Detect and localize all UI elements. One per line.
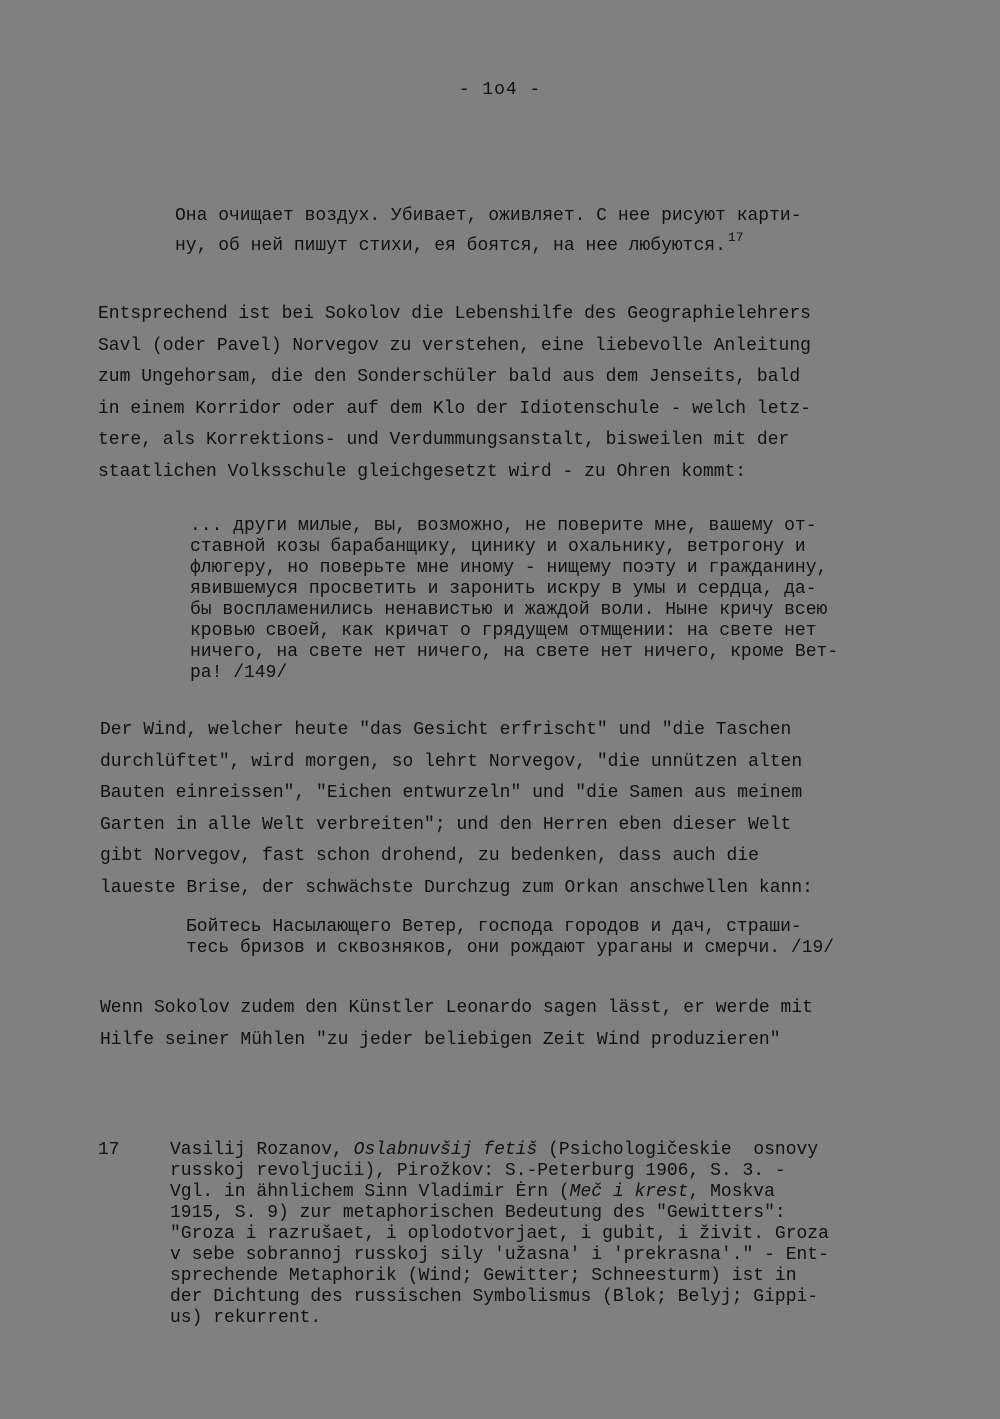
quote-line-with-ref [175,227,802,257]
quote-line: Бойтесь Насылающего Ветер, господа городов и дач, страши- [186,917,802,937]
quote-line: бы воспламенились ненавистью и жаждой воли. Ныне кричу всею [190,600,828,620]
block-quote-1 [175,206,802,257]
footnote-text: Vasilij Rozanov, [170,1140,354,1160]
paragraph-1 [98,299,811,489]
text-line: in einem Korridor oder auf dem Klo der Idiotenschule - welch letz- [98,398,811,419]
quote-line: ставной козы барабанщику, цинику и охальнику, ветрогону и [190,537,806,557]
text-line: tere, als Korrektions- und Verdummungsanstalt, bisweilen mit der [98,430,790,451]
text-line: zum Ungehorsam, die den Sonderschüler bald aus dem Jenseits, bald [98,367,801,388]
quote-line: тесь бризов и сквозняков, они рождают ураганы и смерчи. /19/ [186,938,835,958]
footnote [170,1140,829,1329]
quote-line: явившемуся просветить и заронить искру в умы и сердца, да- [190,579,817,599]
text-line: gibt Norvegov, fast schon drohend, zu bedenken, dass auch die [100,846,759,867]
block-quote-2 [190,516,838,684]
paragraph-2 [100,715,813,905]
quote-line: Она очищает воздух. Убивает, оживляет. С нее рисуют карти- [175,206,802,226]
text-line: staatlichen Volksschule gleichgesetzt wird - zu Ohren kommt: [98,461,747,482]
block-quote-3 [186,917,834,959]
footnote-line: "Groza i razrušaet, i oplodotvorjaet, i gubit, i živit. Groza [170,1224,829,1244]
footnote-text: Vgl. in ähnlichem Sinn Vladimir Ėrn ( [170,1182,570,1202]
text-line: Garten in alle Welt verbreiten"; und den Herren eben dieser Welt [100,814,792,835]
page-number: - 1o4 - [458,80,542,100]
text-line: Savl (oder Pavel) Norvegov zu verstehen, eine liebevolle Anleitung [98,335,811,356]
text-line: Bauten einreissen", "Eichen entwurzeln" und "die Samen aus meinem [100,783,803,804]
footnote-work-title: Meč i krest [569,1182,689,1202]
quote-line: кровью своей, как кричат о грядущем отмщении: на свете нет [190,621,817,641]
text-line: Wenn Sokolov zudem den Künstler Leonardo sagen lässt, er werde mit [100,998,813,1018]
footnote-number: 17 [98,1140,120,1160]
text-line: Hilfe seiner Mühlen "zu jeder beliebigen Zeit Wind produzieren" [100,1029,781,1050]
text-line: Entsprechend ist bei Sokolov die Lebenshilfe des Geographielehrers [98,304,811,324]
quote-line: ра! /149/ [190,663,288,683]
footnote-line: us) rekurrent. [170,1308,322,1328]
footnote-line [170,1140,829,1161]
quote-line: ... други милые, вы, возможно, не поверите мне, вашему от- [190,516,817,536]
footnote-line [170,1182,829,1203]
footnote-line: 1915, S. 9) zur metaphorischen Bedeutung des "Gewitters": [170,1203,786,1223]
footnote-line: v sebe sobrannoj russkoj sily 'užasna' i 'prekrasna'." - Ent- [170,1245,829,1265]
text-line: durchlüftet", wird morgen, so lehrt Norvegov, "die unnützen alten [100,751,803,772]
footnote-line: russkoj revoljucii), Pirožkov: S.-Peterburg 1906, S. 3. - [170,1161,786,1181]
quote-line: флюгеру, но поверьте мне иному - нищему поэту и гражданину, [190,558,828,578]
paragraph-3 [100,993,813,1056]
footnote-text: , Moskva [688,1182,775,1202]
footnote-text: (Psichologičeskie osnovy [537,1140,819,1160]
quote-line: ну, об ней пишут стихи, ея боятся, на нее любуются. [175,236,726,256]
footnote-line: der Dichtung des russischen Symbolismus (Blok; Belyj; Gippi- [170,1287,819,1307]
text-line: laueste Brise, der schwächste Durchzug zum Orkan anschwellen kann: [100,877,813,898]
footnote-line: sprechende Metaphorik (Wind; Gewitter; Schneesturm) ist in [170,1266,797,1286]
text-line: Der Wind, welcher heute "das Gesicht erfrischt" und "die Taschen [100,720,792,740]
quote-line: ничего, на свете нет ничего, на свете нет ничего, кроме Вет- [190,642,839,662]
footnote-reference: 17 [727,230,744,245]
footnote-work-title: Oslabnuvšij fetiš [353,1140,538,1160]
